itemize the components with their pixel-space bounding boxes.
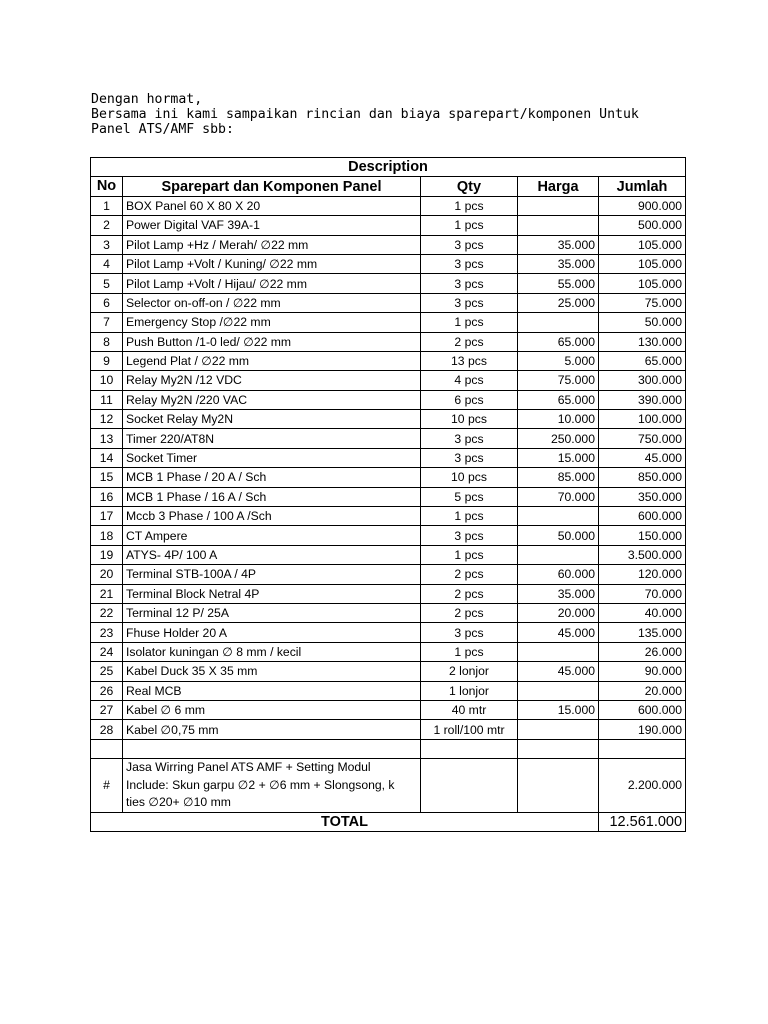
row-no: 8 xyxy=(91,332,123,351)
row-jumlah: 350.000 xyxy=(599,487,686,506)
row-item: Pilot Lamp +Volt / Hijau/ ∅22 mm xyxy=(123,274,421,293)
row-qty: 1 pcs xyxy=(421,313,518,332)
row-item: Kabel Duck 35 X 35 mm xyxy=(123,662,421,681)
row-harga: 35.000 xyxy=(518,254,599,273)
row-qty: 3 pcs xyxy=(421,526,518,545)
column-header-jumlah: Jumlah xyxy=(599,177,686,196)
table-row xyxy=(91,642,686,661)
row-jumlah: 50.000 xyxy=(599,313,686,332)
row-harga xyxy=(518,545,599,564)
row-no: 23 xyxy=(91,623,123,642)
row-qty: 2 lonjor xyxy=(421,662,518,681)
row-no: 22 xyxy=(91,603,123,622)
row-jumlah: 190.000 xyxy=(599,720,686,739)
row-no: 28 xyxy=(91,720,123,739)
row-qty: 2 pcs xyxy=(421,565,518,584)
empty-cell xyxy=(421,739,518,758)
row-harga xyxy=(518,313,599,332)
jasa-row xyxy=(91,759,686,813)
jasa-qty xyxy=(421,759,518,813)
row-jumlah: 20.000 xyxy=(599,681,686,700)
column-header-no: No xyxy=(91,177,123,196)
total-row xyxy=(91,812,686,831)
row-item: Push Button /1-0 led/ ∅22 mm xyxy=(123,332,421,351)
jasa-jumlah: 2.200.000 xyxy=(599,759,686,813)
row-item: Mccb 3 Phase / 100 A /Sch xyxy=(123,507,421,526)
row-item: Kabel ∅ 6 mm xyxy=(123,700,421,719)
table-row xyxy=(91,235,686,254)
row-item: Terminal STB-100A / 4P xyxy=(123,565,421,584)
table-row xyxy=(91,216,686,235)
row-jumlah: 90.000 xyxy=(599,662,686,681)
row-jumlah: 600.000 xyxy=(599,507,686,526)
row-harga: 60.000 xyxy=(518,565,599,584)
table-row xyxy=(91,410,686,429)
row-jumlah: 390.000 xyxy=(599,390,686,409)
row-item: Terminal Block Netral 4P xyxy=(123,584,421,603)
row-item: MCB 1 Phase / 20 A / Sch xyxy=(123,468,421,487)
row-qty: 2 pcs xyxy=(421,332,518,351)
intro-line-3: Panel ATS/AMF sbb: xyxy=(91,122,234,137)
table-row xyxy=(91,507,686,526)
row-item: Pilot Lamp +Hz / Merah/ ∅22 mm xyxy=(123,235,421,254)
row-item: Relay My2N /220 VAC xyxy=(123,390,421,409)
row-item: MCB 1 Phase / 16 A / Sch xyxy=(123,487,421,506)
row-no: 3 xyxy=(91,235,123,254)
table-row xyxy=(91,584,686,603)
table-row xyxy=(91,681,686,700)
row-harga: 55.000 xyxy=(518,274,599,293)
row-harga: 45.000 xyxy=(518,662,599,681)
row-qty: 1 roll/100 mtr xyxy=(421,720,518,739)
row-item: Emergency Stop /∅22 mm xyxy=(123,313,421,332)
row-item: Real MCB xyxy=(123,681,421,700)
row-harga xyxy=(518,216,599,235)
row-item: Pilot Lamp +Volt / Kuning/ ∅22 mm xyxy=(123,254,421,273)
table-row xyxy=(91,662,686,681)
row-jumlah: 105.000 xyxy=(599,254,686,273)
row-qty: 1 pcs xyxy=(421,216,518,235)
row-qty: 2 pcs xyxy=(421,603,518,622)
row-no: 17 xyxy=(91,507,123,526)
column-header-qty: Qty xyxy=(421,177,518,196)
row-qty: 3 pcs xyxy=(421,448,518,467)
row-no: 18 xyxy=(91,526,123,545)
row-qty: 6 pcs xyxy=(421,390,518,409)
row-jumlah: 75.000 xyxy=(599,293,686,312)
row-no: 10 xyxy=(91,371,123,390)
table-row xyxy=(91,487,686,506)
row-jumlah: 500.000 xyxy=(599,216,686,235)
row-item: Legend Plat / ∅22 mm xyxy=(123,351,421,370)
row-jumlah: 900.000 xyxy=(599,196,686,215)
row-harga: 35.000 xyxy=(518,235,599,254)
row-item: Kabel ∅0,75 mm xyxy=(123,720,421,739)
row-harga xyxy=(518,681,599,700)
table-row xyxy=(91,448,686,467)
row-harga: 65.000 xyxy=(518,332,599,351)
row-harga: 25.000 xyxy=(518,293,599,312)
row-item: BOX Panel 60 X 80 X 20 xyxy=(123,196,421,215)
row-qty: 1 pcs xyxy=(421,545,518,564)
table-row xyxy=(91,196,686,215)
row-qty: 3 pcs xyxy=(421,293,518,312)
row-qty: 1 lonjor xyxy=(421,681,518,700)
row-no: 2 xyxy=(91,216,123,235)
row-no: 7 xyxy=(91,313,123,332)
row-no: 1 xyxy=(91,196,123,215)
row-no: 19 xyxy=(91,545,123,564)
table-row xyxy=(91,545,686,564)
row-harga: 45.000 xyxy=(518,623,599,642)
row-jumlah: 850.000 xyxy=(599,468,686,487)
table-row xyxy=(91,332,686,351)
row-harga: 75.000 xyxy=(518,371,599,390)
row-harga: 10.000 xyxy=(518,410,599,429)
row-jumlah: 70.000 xyxy=(599,584,686,603)
table-row xyxy=(91,293,686,312)
row-harga xyxy=(518,720,599,739)
row-qty: 13 pcs xyxy=(421,351,518,370)
row-no: 4 xyxy=(91,254,123,273)
row-harga: 35.000 xyxy=(518,584,599,603)
row-item: Terminal 12 P/ 25A xyxy=(123,603,421,622)
table-row xyxy=(91,429,686,448)
empty-cell xyxy=(123,739,421,758)
intro-line-1: Dengan hormat, xyxy=(91,92,203,107)
row-qty: 10 pcs xyxy=(421,410,518,429)
table-row xyxy=(91,720,686,739)
column-header-item: Sparepart dan Komponen Panel xyxy=(123,177,421,196)
row-jumlah: 300.000 xyxy=(599,371,686,390)
row-harga xyxy=(518,642,599,661)
row-qty: 3 pcs xyxy=(421,274,518,293)
row-no: 26 xyxy=(91,681,123,700)
row-no: 12 xyxy=(91,410,123,429)
row-no: 16 xyxy=(91,487,123,506)
row-harga: 85.000 xyxy=(518,468,599,487)
row-harga: 50.000 xyxy=(518,526,599,545)
row-jumlah: 135.000 xyxy=(599,623,686,642)
row-harga: 65.000 xyxy=(518,390,599,409)
table-row xyxy=(91,603,686,622)
row-harga xyxy=(518,507,599,526)
row-item: Relay My2N /12 VDC xyxy=(123,371,421,390)
row-harga: 70.000 xyxy=(518,487,599,506)
column-header-harga: Harga xyxy=(518,177,599,196)
row-item: Isolator kuningan ∅ 8 mm / kecil xyxy=(123,642,421,661)
row-no: 21 xyxy=(91,584,123,603)
row-jumlah: 130.000 xyxy=(599,332,686,351)
row-no: 6 xyxy=(91,293,123,312)
row-qty: 10 pcs xyxy=(421,468,518,487)
total-label: TOTAL xyxy=(91,812,599,831)
empty-cell xyxy=(91,739,123,758)
row-qty: 3 pcs xyxy=(421,623,518,642)
total-value: 12.561.000 xyxy=(599,812,686,831)
table-row xyxy=(91,254,686,273)
table-row xyxy=(91,526,686,545)
row-no: 14 xyxy=(91,448,123,467)
row-harga: 5.000 xyxy=(518,351,599,370)
table-row xyxy=(91,274,686,293)
row-no: 20 xyxy=(91,565,123,584)
row-no: 25 xyxy=(91,662,123,681)
table-row xyxy=(91,371,686,390)
table-row xyxy=(91,700,686,719)
row-jumlah: 150.000 xyxy=(599,526,686,545)
row-no: 15 xyxy=(91,468,123,487)
row-no: 5 xyxy=(91,274,123,293)
row-harga: 15.000 xyxy=(518,448,599,467)
description-header: Description xyxy=(91,158,686,177)
row-jumlah: 3.500.000 xyxy=(599,545,686,564)
jasa-line-3: ties ∅20+ ∅10 mm xyxy=(126,795,231,810)
jasa-no: # xyxy=(91,759,123,813)
table-row xyxy=(91,390,686,409)
row-jumlah: 750.000 xyxy=(599,429,686,448)
row-jumlah: 600.000 xyxy=(599,700,686,719)
row-jumlah: 26.000 xyxy=(599,642,686,661)
intro-text xyxy=(91,92,711,137)
jasa-line-1: Jasa Wirring Panel ATS AMF + Setting Modul xyxy=(126,760,371,775)
row-qty: 3 pcs xyxy=(421,254,518,273)
row-qty: 5 pcs xyxy=(421,487,518,506)
table-row xyxy=(91,565,686,584)
sparepart-table xyxy=(90,157,686,832)
jasa-line-2: Include: Skun garpu ∅2 + ∅6 mm + Slongsong, k xyxy=(126,777,395,792)
row-item: Fhuse Holder 20 A xyxy=(123,623,421,642)
row-qty: 3 pcs xyxy=(421,235,518,254)
table-row xyxy=(91,468,686,487)
row-item: Power Digital VAF 39A-1 xyxy=(123,216,421,235)
row-jumlah: 40.000 xyxy=(599,603,686,622)
row-qty: 4 pcs xyxy=(421,371,518,390)
table-row xyxy=(91,313,686,332)
row-item: Socket Relay My2N xyxy=(123,410,421,429)
table-row xyxy=(91,351,686,370)
row-item: Socket Timer xyxy=(123,448,421,467)
row-no: 27 xyxy=(91,700,123,719)
row-no: 13 xyxy=(91,429,123,448)
row-jumlah: 120.000 xyxy=(599,565,686,584)
row-item: Selector on-off-on / ∅22 mm xyxy=(123,293,421,312)
row-harga: 20.000 xyxy=(518,603,599,622)
table-row xyxy=(91,623,686,642)
empty-cell xyxy=(599,739,686,758)
row-harga: 15.000 xyxy=(518,700,599,719)
row-qty: 40 mtr xyxy=(421,700,518,719)
row-item: Timer 220/AT8N xyxy=(123,429,421,448)
row-item: ATYS- 4P/ 100 A xyxy=(123,545,421,564)
row-qty: 1 pcs xyxy=(421,642,518,661)
intro-line-2: Bersama ini kami sampaikan rincian dan biaya sparepart/komponen Untuk xyxy=(91,107,639,122)
row-jumlah: 105.000 xyxy=(599,274,686,293)
row-qty: 2 pcs xyxy=(421,584,518,603)
row-no: 11 xyxy=(91,390,123,409)
row-jumlah: 100.000 xyxy=(599,410,686,429)
row-qty: 1 pcs xyxy=(421,507,518,526)
row-jumlah: 105.000 xyxy=(599,235,686,254)
row-jumlah: 65.000 xyxy=(599,351,686,370)
description-header-row xyxy=(91,158,686,177)
table-body xyxy=(91,158,686,832)
row-harga xyxy=(518,196,599,215)
column-header-row xyxy=(91,177,686,196)
jasa-description xyxy=(123,759,421,813)
jasa-harga xyxy=(518,759,599,813)
row-item: CT Ampere xyxy=(123,526,421,545)
row-no: 9 xyxy=(91,351,123,370)
empty-cell xyxy=(518,739,599,758)
row-harga: 250.000 xyxy=(518,429,599,448)
empty-row xyxy=(91,739,686,758)
row-qty: 3 pcs xyxy=(421,429,518,448)
row-qty: 1 pcs xyxy=(421,196,518,215)
row-no: 24 xyxy=(91,642,123,661)
row-jumlah: 45.000 xyxy=(599,448,686,467)
